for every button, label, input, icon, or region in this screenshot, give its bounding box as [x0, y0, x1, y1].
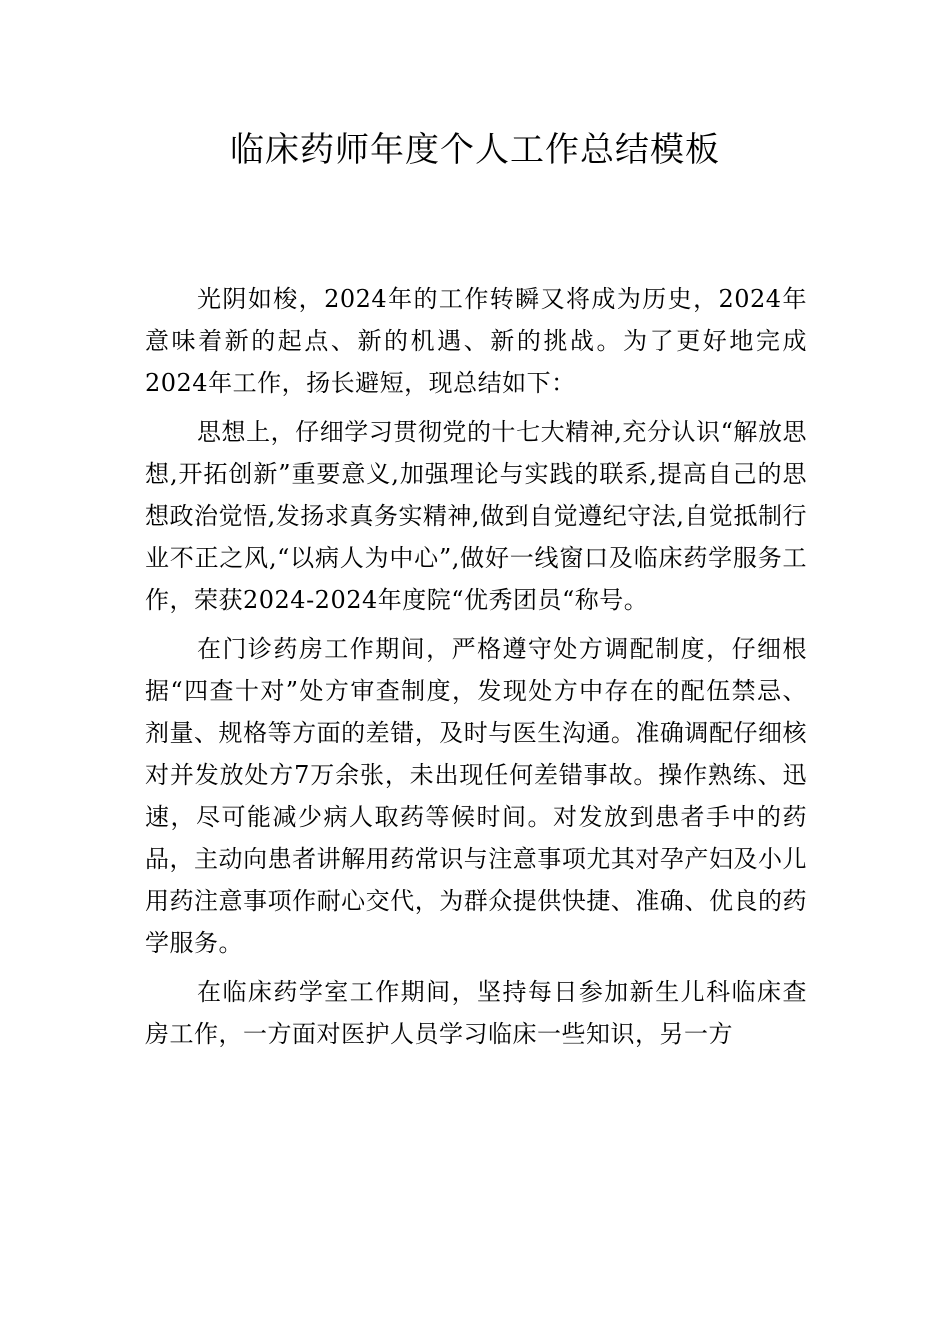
- paragraph-intro: 光阴如梭，2024年的工作转瞬又将成为历史，2024年意味着新的起点、新的机遇、新的挑战。为了更好地完成2024年工作，扬长避短，现总结如下：: [145, 285, 807, 397]
- document-title: 临床药师年度个人工作总结模板: [230, 130, 720, 170]
- paragraph-ideology: 思想上，仔细学习贯彻党的十七大精神,充分认识“解放思想,开拓创新”重要意义,加强理论与实践的联系,提高自己的思想政治觉悟,发扬求真务实精神,做到自觉遵纪守法,自觉抵制行业不正之风,“以病人为中心”,做好一线窗口及临床药学服务工作，荣获2024-2024年度院“优秀团员“称号。: [145, 418, 807, 614]
- paragraph-clinical-pharmacy: 在临床药学室工作期间，坚持每日参加新生儿科临床查房工作，一方面对医护人员学习临床一些知识，另一方: [145, 978, 807, 1048]
- document-body: [145, 278, 807, 1062]
- paragraph-outpatient-pharmacy: 在门诊药房工作期间，严格遵守处方调配制度，仔细根据“四查十对”处方审查制度，发现处方中存在的配伍禁忌、剂量、规格等方面的差错，及时与医生沟通。准确调配仔细核对并发放处方7万余张，未出现任何差错事故。操作熟练、迅速，尽可能减少病人取药等候时间。对发放到患者手中的药品，主动向患者讲解用药常识与注意事项尤其对孕产妇及小儿用药注意事项作耐心交代，为群众提供快捷、准确、优良的药学服务。: [145, 635, 807, 957]
